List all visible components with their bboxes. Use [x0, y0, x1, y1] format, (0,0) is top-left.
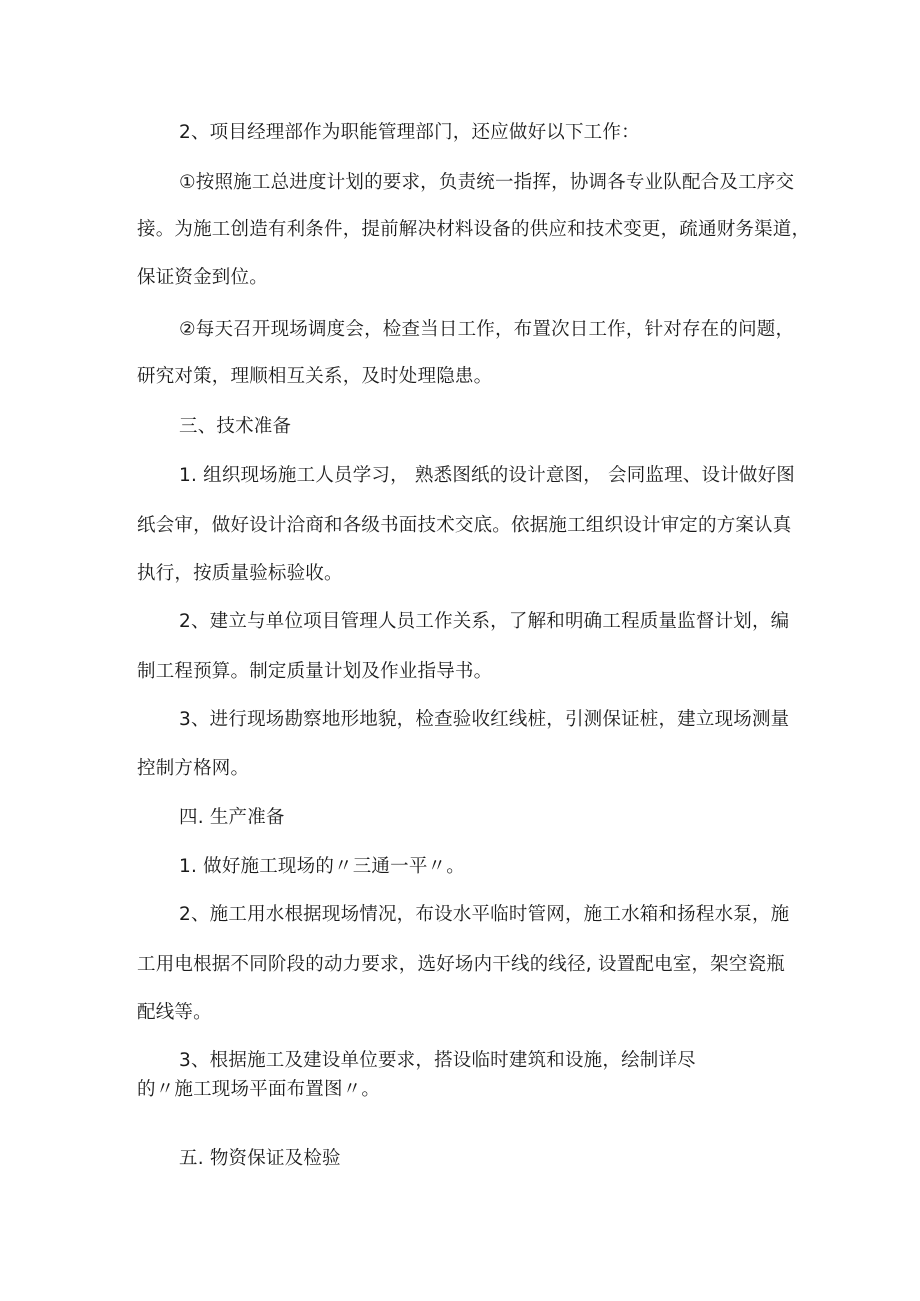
paragraph-line: ②每天召开现场调度会，检查当日工作，布置次日工作，针对存在的问题， [179, 319, 795, 340]
paragraph-line: 3、进行现场勘察地形地貌，检查验收红线桩，引测保证桩，建立现场测量 [179, 709, 790, 730]
paragraph-line: 2、施工用水根据现场情况，布设水平临时管网，施工水箱和扬程水泵，施 [179, 904, 790, 925]
paragraph-line: 3、根据施工及建设单位要求，搭设临时建筑和设施，绘制详尽 [179, 1050, 696, 1071]
paragraph-line: ①按照施工总进度计划的要求，负责统一指挥，协调各专业队配合及工序交 [179, 172, 795, 193]
section-heading: 五. 物资保证及检验 [179, 1148, 341, 1169]
paragraph-line: 制工程预算。制定质量计划及作业指导书。 [137, 661, 493, 682]
paragraph-line: 保证资金到位。 [137, 267, 268, 288]
paragraph-line: 1. 做好施工现场的〃三通一平〃。 [179, 856, 465, 877]
paragraph-line: 执行，按质量验标验收。 [137, 563, 343, 584]
paragraph-line: 控制方格网。 [137, 758, 250, 779]
paragraph-line: 2、建立与单位项目管理人员工作关系，了解和明确工程质量监督计划，编 [179, 611, 790, 632]
paragraph-line: 工用电根据不同阶段的动力要求，选好场内干线的线径, 设置配电室，架空瓷瓶 [137, 954, 785, 975]
paragraph-line: 的〃施工现场平面布置图〃。 [137, 1079, 381, 1100]
paragraph-line: 配线等。 [137, 1002, 212, 1023]
paragraph-line: 研究对策，理顺相互关系，及时处理隐患。 [137, 366, 493, 387]
paragraph-line: 2、项目经理部作为职能管理部门，还应做好以下工作： [179, 122, 640, 143]
section-heading: 三、技术准备 [179, 416, 292, 437]
paragraph-line: 1. 组织现场施工人员学习， 熟悉图纸的设计意图， 会同监理、设计做好图 [179, 465, 795, 486]
section-heading: 四. 生产准备 [179, 807, 285, 828]
paragraph-line: 纸会审，做好设计洽商和各级书面技术交底。依据施工组织设计审定的方案认真 [137, 515, 792, 536]
paragraph-line: 接。为施工创造有利条件，提前解决材料设备的供应和技术变更，疏通财务渠道， [137, 219, 811, 240]
